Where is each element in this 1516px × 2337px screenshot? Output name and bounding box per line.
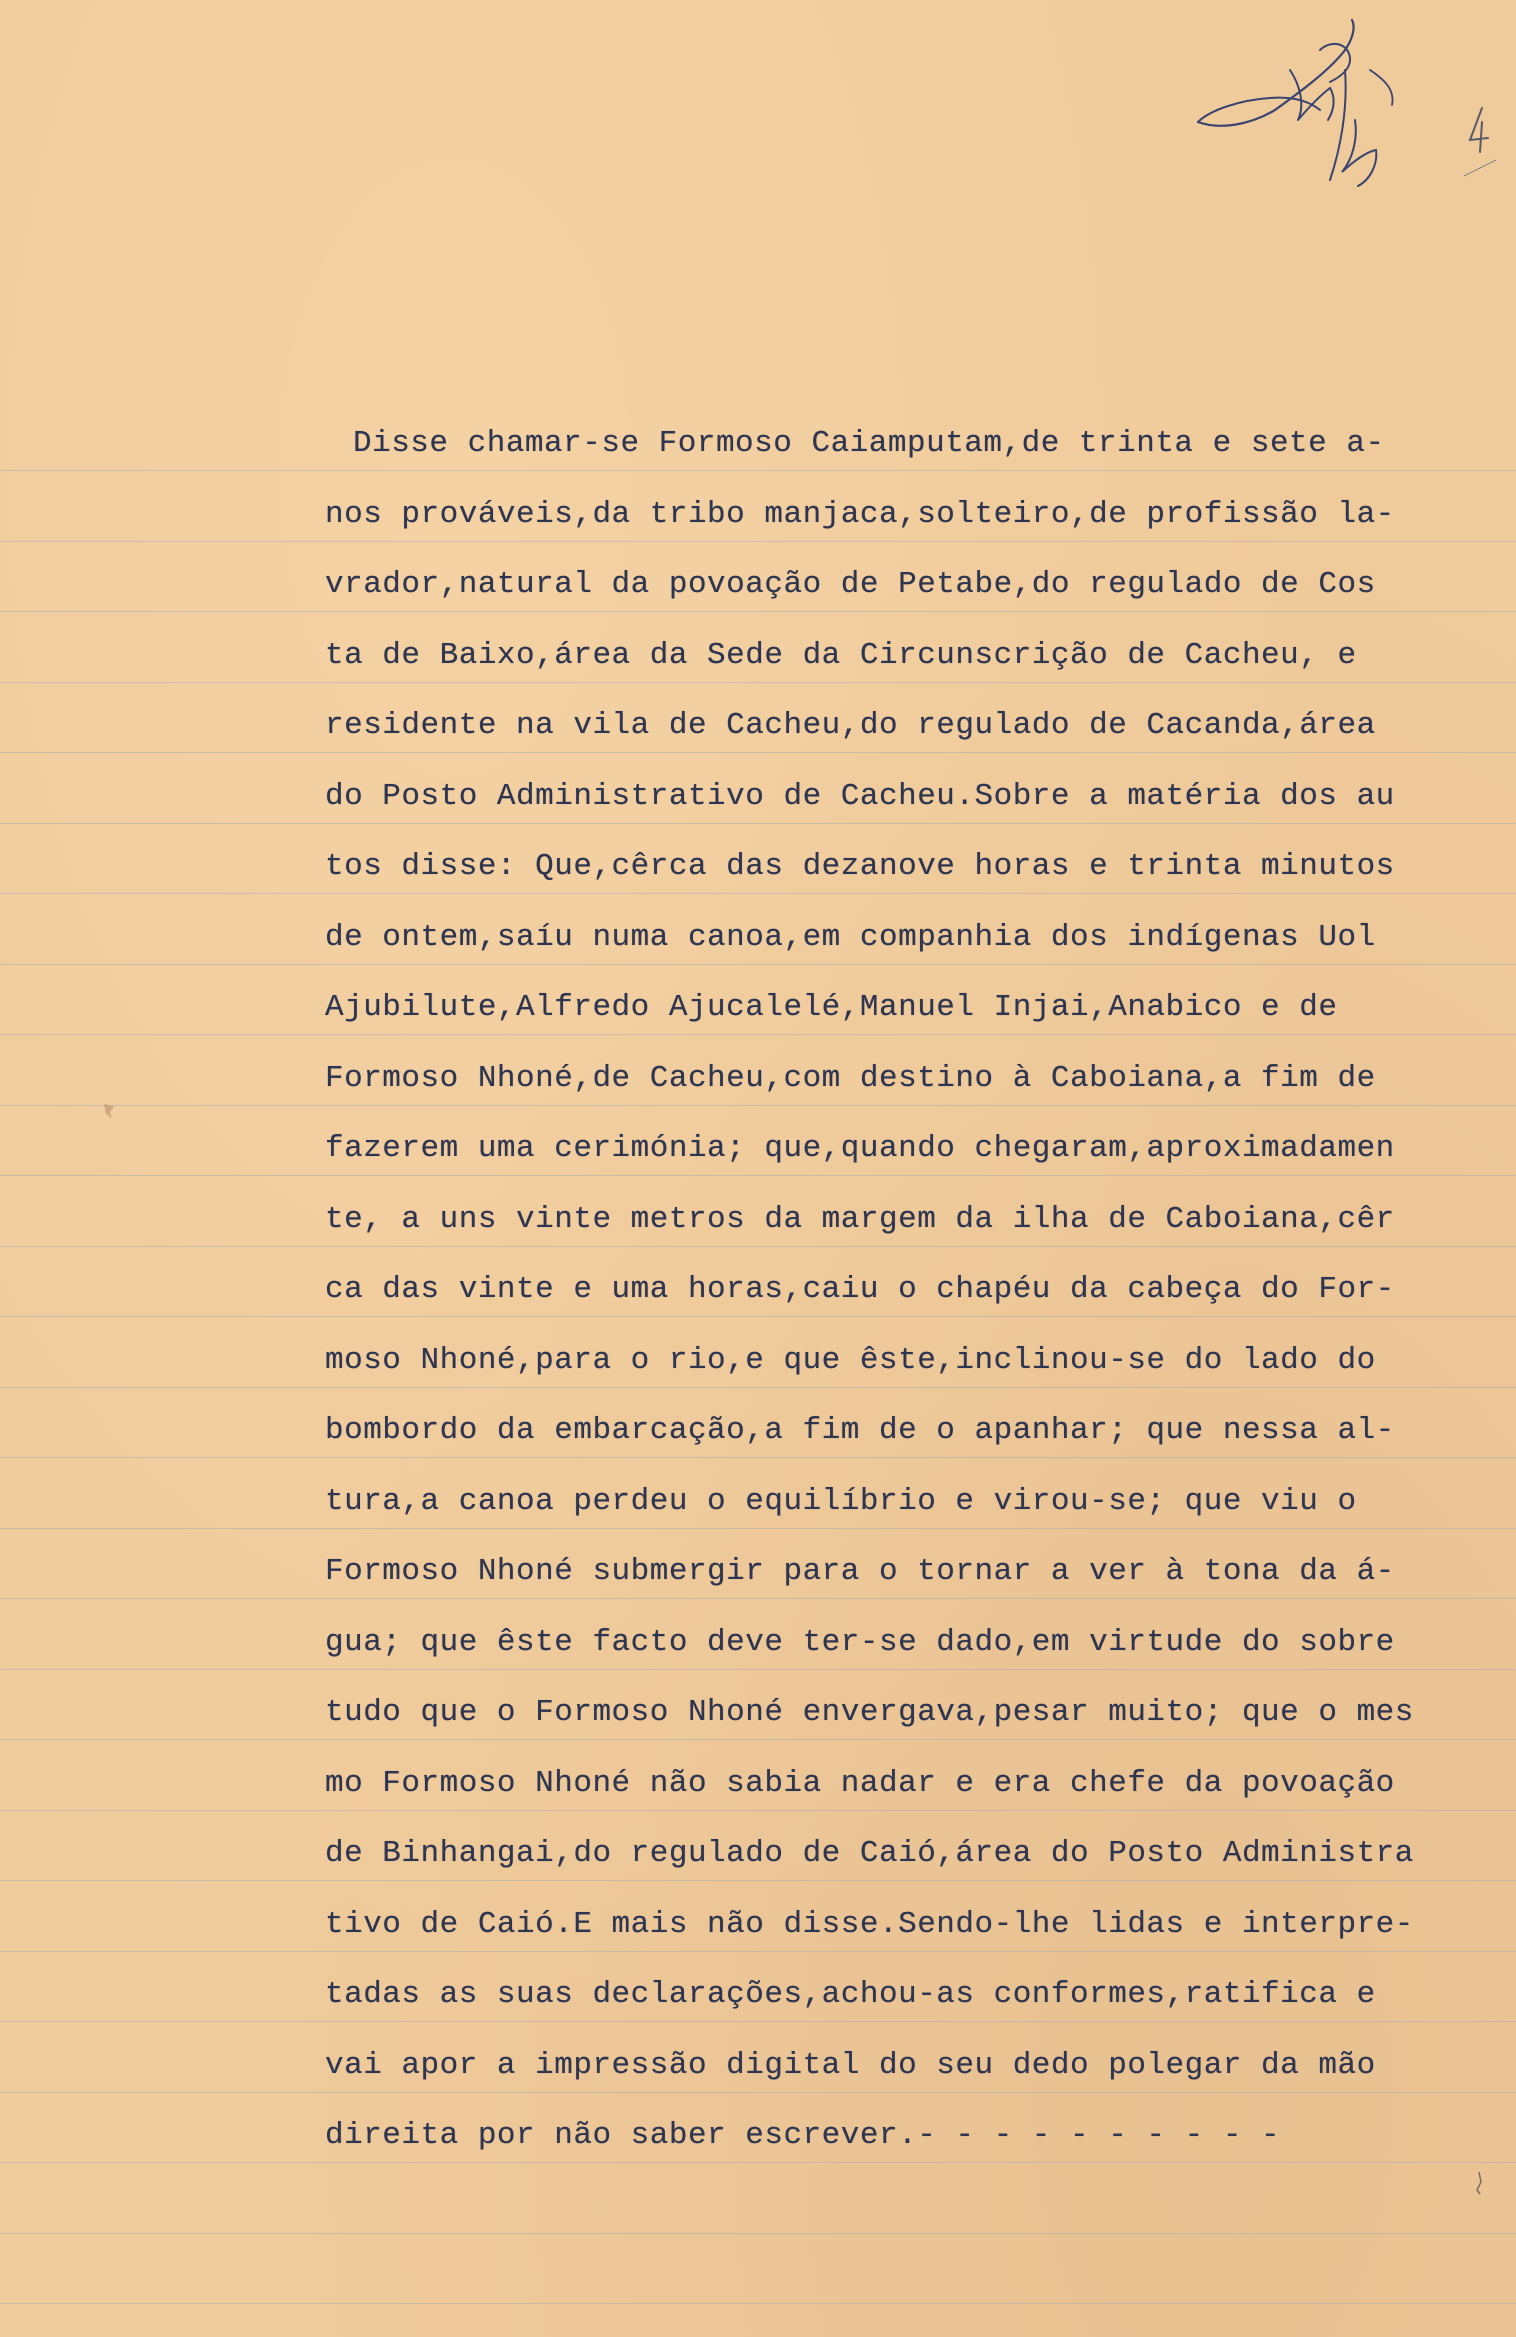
text-line: Formoso Nhoné,de Cacheu,com destino à Caboiana,a fim de bbox=[325, 1060, 1376, 1096]
text-line: vrador,natural da povoação de Petabe,do regulado de Cos bbox=[325, 567, 1376, 602]
text-line: mo Formoso Nhoné não sabia nadar e era chefe da povoação bbox=[325, 1765, 1395, 1801]
text-line: gua; que êste facto deve ter-se dado,em virtude do sobre bbox=[325, 1624, 1395, 1660]
text-line: residente na vila de Cacheu,do regulado de Cacanda,área bbox=[325, 708, 1376, 743]
stain-mark bbox=[100, 1100, 118, 1122]
signature-icon bbox=[1180, 10, 1480, 260]
text-line: fazerem uma cerimónia; que,quando chegaram,aproximadamen bbox=[325, 1131, 1395, 1166]
text-line: tura,a canoa perdeu o equilíbrio e virou-se; que viu o bbox=[325, 1483, 1357, 1519]
text-line: Disse chamar-se Formoso Caiamputam,de trinta e sete a- bbox=[353, 426, 1385, 461]
text-line: nos prováveis,da tribo manjaca,solteiro,de profissão la- bbox=[325, 496, 1395, 532]
text-line: ca das vinte e uma horas,caiu o chapéu da cabeça do For- bbox=[325, 1272, 1395, 1307]
ruled-line bbox=[0, 2303, 1516, 2304]
text-line: bombordo da embarcação,a fim de o apanhar; que nessa al- bbox=[325, 1413, 1395, 1448]
text-line: Ajubilute,Alfredo Ajucalelé,Manuel Injai,Anabico e de bbox=[325, 990, 1338, 1025]
text-line: de Binhangai,do regulado de Caió,área do Posto Administra bbox=[325, 1836, 1414, 1871]
edge-mark bbox=[1472, 2170, 1486, 2196]
typed-statement bbox=[325, 422, 1465, 2185]
text-line: de ontem,saíu numa canoa,em companhia dos indígenas Uol bbox=[325, 919, 1376, 955]
text-line: Formoso Nhoné submergir para o tornar a ver à tona da á- bbox=[325, 1554, 1395, 1589]
text-line: moso Nhoné,para o rio,e que êste,inclinou-se do lado do bbox=[325, 1342, 1376, 1378]
text-line: tadas as suas declarações,achou-as conformes,ratifica e bbox=[325, 1977, 1376, 2012]
text-line: do Posto Administrativo de Cacheu.Sobre a matéria dos au bbox=[325, 778, 1395, 814]
ruled-line bbox=[0, 2233, 1516, 2234]
text-line: te, a uns vinte metros da margem da ilha de Caboiana,cêr bbox=[325, 1201, 1395, 1237]
page-number-icon bbox=[1460, 100, 1500, 180]
text-line: tudo que o Formoso Nhoné envergava,pesar muito; que o mes bbox=[325, 1695, 1414, 1730]
text-line: ta de Baixo,área da Sede da Circunscrição de Cacheu, e bbox=[325, 637, 1357, 673]
text-line: vai apor a impressão digital do seu dedo polegar da mão bbox=[325, 2047, 1376, 2083]
text-line: tos disse: Que,cêrca das dezanove horas e trinta minutos bbox=[325, 849, 1395, 884]
text-line: direita por não saber escrever.- - - - - - - - - - bbox=[325, 2118, 1281, 2153]
text-line: tivo de Caió.E mais não disse.Sendo-lhe lidas e interpre- bbox=[325, 1906, 1414, 1942]
